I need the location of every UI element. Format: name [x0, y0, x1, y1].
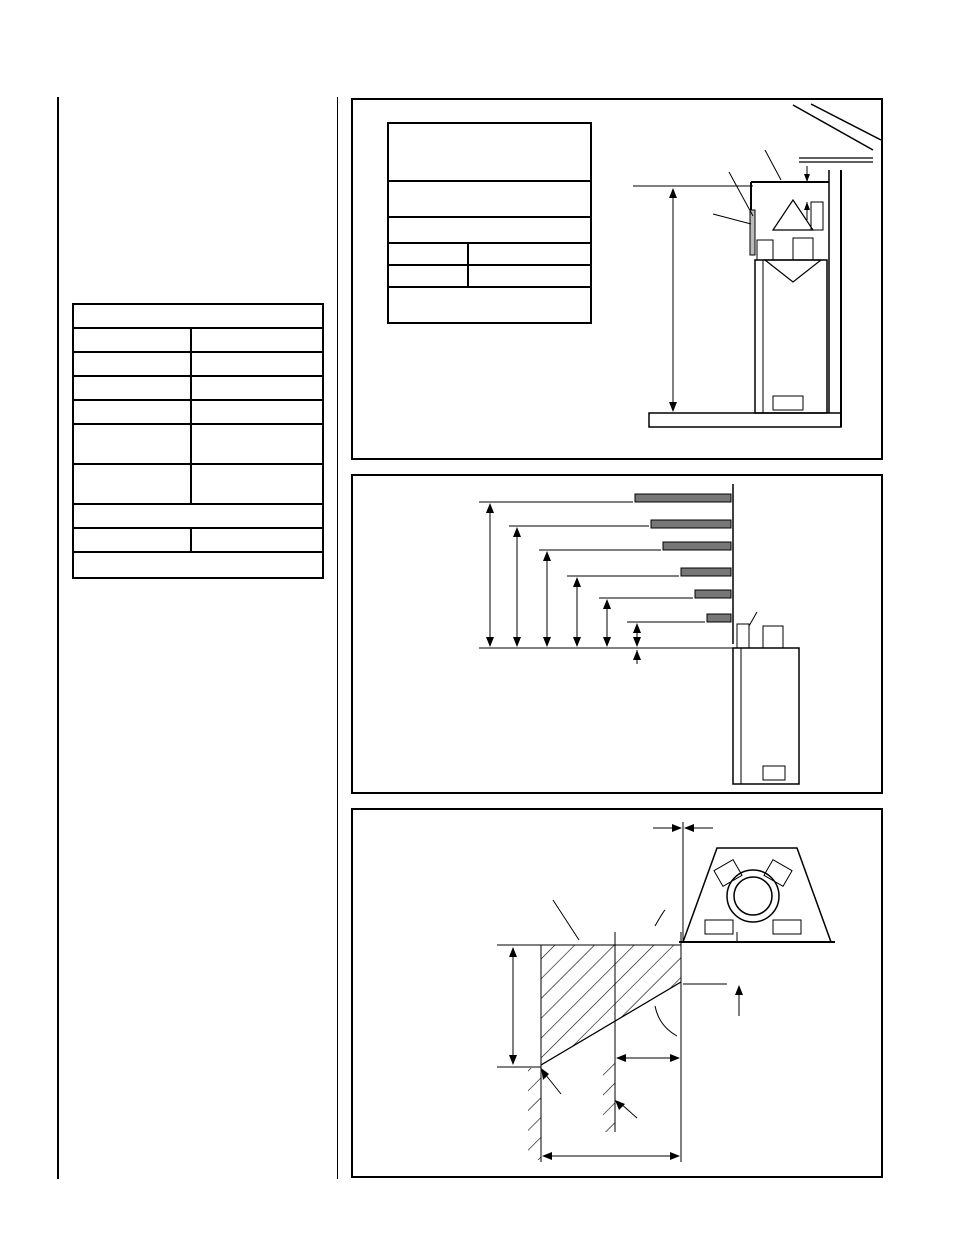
table-row: [74, 425, 322, 465]
table-footer-row: [74, 553, 322, 577]
arrowhead: [672, 824, 682, 832]
mantel-shelf: [635, 494, 731, 502]
vent-pipe: [811, 202, 823, 230]
left-margin-rule: [57, 97, 59, 1179]
clearance-zone: [541, 945, 681, 1065]
arrowhead: [735, 985, 743, 995]
arrowhead: [615, 1100, 625, 1110]
leader-line: [545, 1074, 561, 1094]
table-row: [389, 266, 590, 288]
projection-drawing: [353, 476, 885, 796]
clearance-table: [72, 303, 324, 579]
arrowheads: [486, 503, 641, 660]
fireplace-unit: [755, 260, 827, 413]
mantel-height-table: [387, 122, 592, 324]
leader-line: [553, 900, 579, 940]
combustible-facing: [750, 210, 755, 255]
arrowhead: [804, 174, 810, 182]
mantel-shelf: [695, 590, 731, 598]
fireplace-unit: [733, 648, 799, 784]
leader-line: [729, 172, 753, 216]
roof-line: [793, 105, 873, 150]
top-bracket: [737, 624, 749, 648]
side-wall: [603, 1056, 615, 1132]
table-subheader-row: [74, 505, 322, 529]
column-divider-rule: [337, 97, 338, 1179]
arrowhead: [616, 1054, 626, 1062]
plan-drawing: [353, 810, 885, 1180]
table-header-row: [389, 182, 590, 218]
mantel-shelf: [651, 520, 731, 528]
table-title-row: [389, 124, 590, 182]
mantel-height-elevation-panel: [351, 98, 883, 460]
top-bracket: [763, 626, 783, 648]
fireplace-top-view: [679, 848, 835, 942]
table-row: [74, 401, 322, 425]
table-header-row: [74, 305, 322, 329]
mantel-steps: [635, 494, 731, 622]
mantel-shelf: [681, 568, 731, 576]
height-dimensions: [490, 504, 637, 664]
arrowhead: [684, 824, 694, 832]
floor-slab: [649, 413, 841, 427]
arrowhead: [669, 188, 677, 198]
table-row: [74, 465, 322, 505]
mounting-bracket: [705, 920, 733, 934]
leader-line: [655, 910, 665, 926]
leader-line: [765, 150, 781, 180]
side-wall: [528, 1068, 541, 1160]
mantel-shelf: [663, 542, 731, 550]
flue-opening: [734, 877, 772, 915]
table-row: [74, 377, 322, 401]
leader-line: [713, 214, 751, 224]
leader-line: [749, 612, 757, 626]
gas-valve: [763, 766, 785, 780]
top-bracket: [757, 240, 773, 260]
flue-collar: [727, 870, 779, 922]
arrowhead: [509, 1055, 517, 1065]
table-footer-row: [389, 288, 590, 322]
arrowhead: [804, 202, 810, 210]
table-row: [389, 244, 590, 266]
mounting-bracket: [714, 860, 742, 887]
arrowhead: [669, 402, 677, 412]
corner-clearance-panel: [351, 808, 883, 1178]
mounting-bracket: [764, 860, 792, 887]
top-bracket: [793, 238, 813, 260]
arrowhead: [542, 1152, 552, 1160]
mantel-projection-panel: [351, 474, 883, 794]
arrowhead: [670, 1152, 680, 1160]
table-row: [74, 353, 322, 377]
mounting-bracket: [773, 920, 801, 934]
mantel-shelf: [707, 614, 731, 622]
table-header-row: [389, 218, 590, 244]
table-row: [74, 529, 322, 553]
arrowhead: [670, 1054, 680, 1062]
table-row: [74, 329, 322, 353]
gas-valve: [773, 396, 803, 410]
leader-line: [655, 1006, 677, 1036]
arrowhead: [509, 947, 517, 957]
firebox-top: [765, 260, 821, 282]
